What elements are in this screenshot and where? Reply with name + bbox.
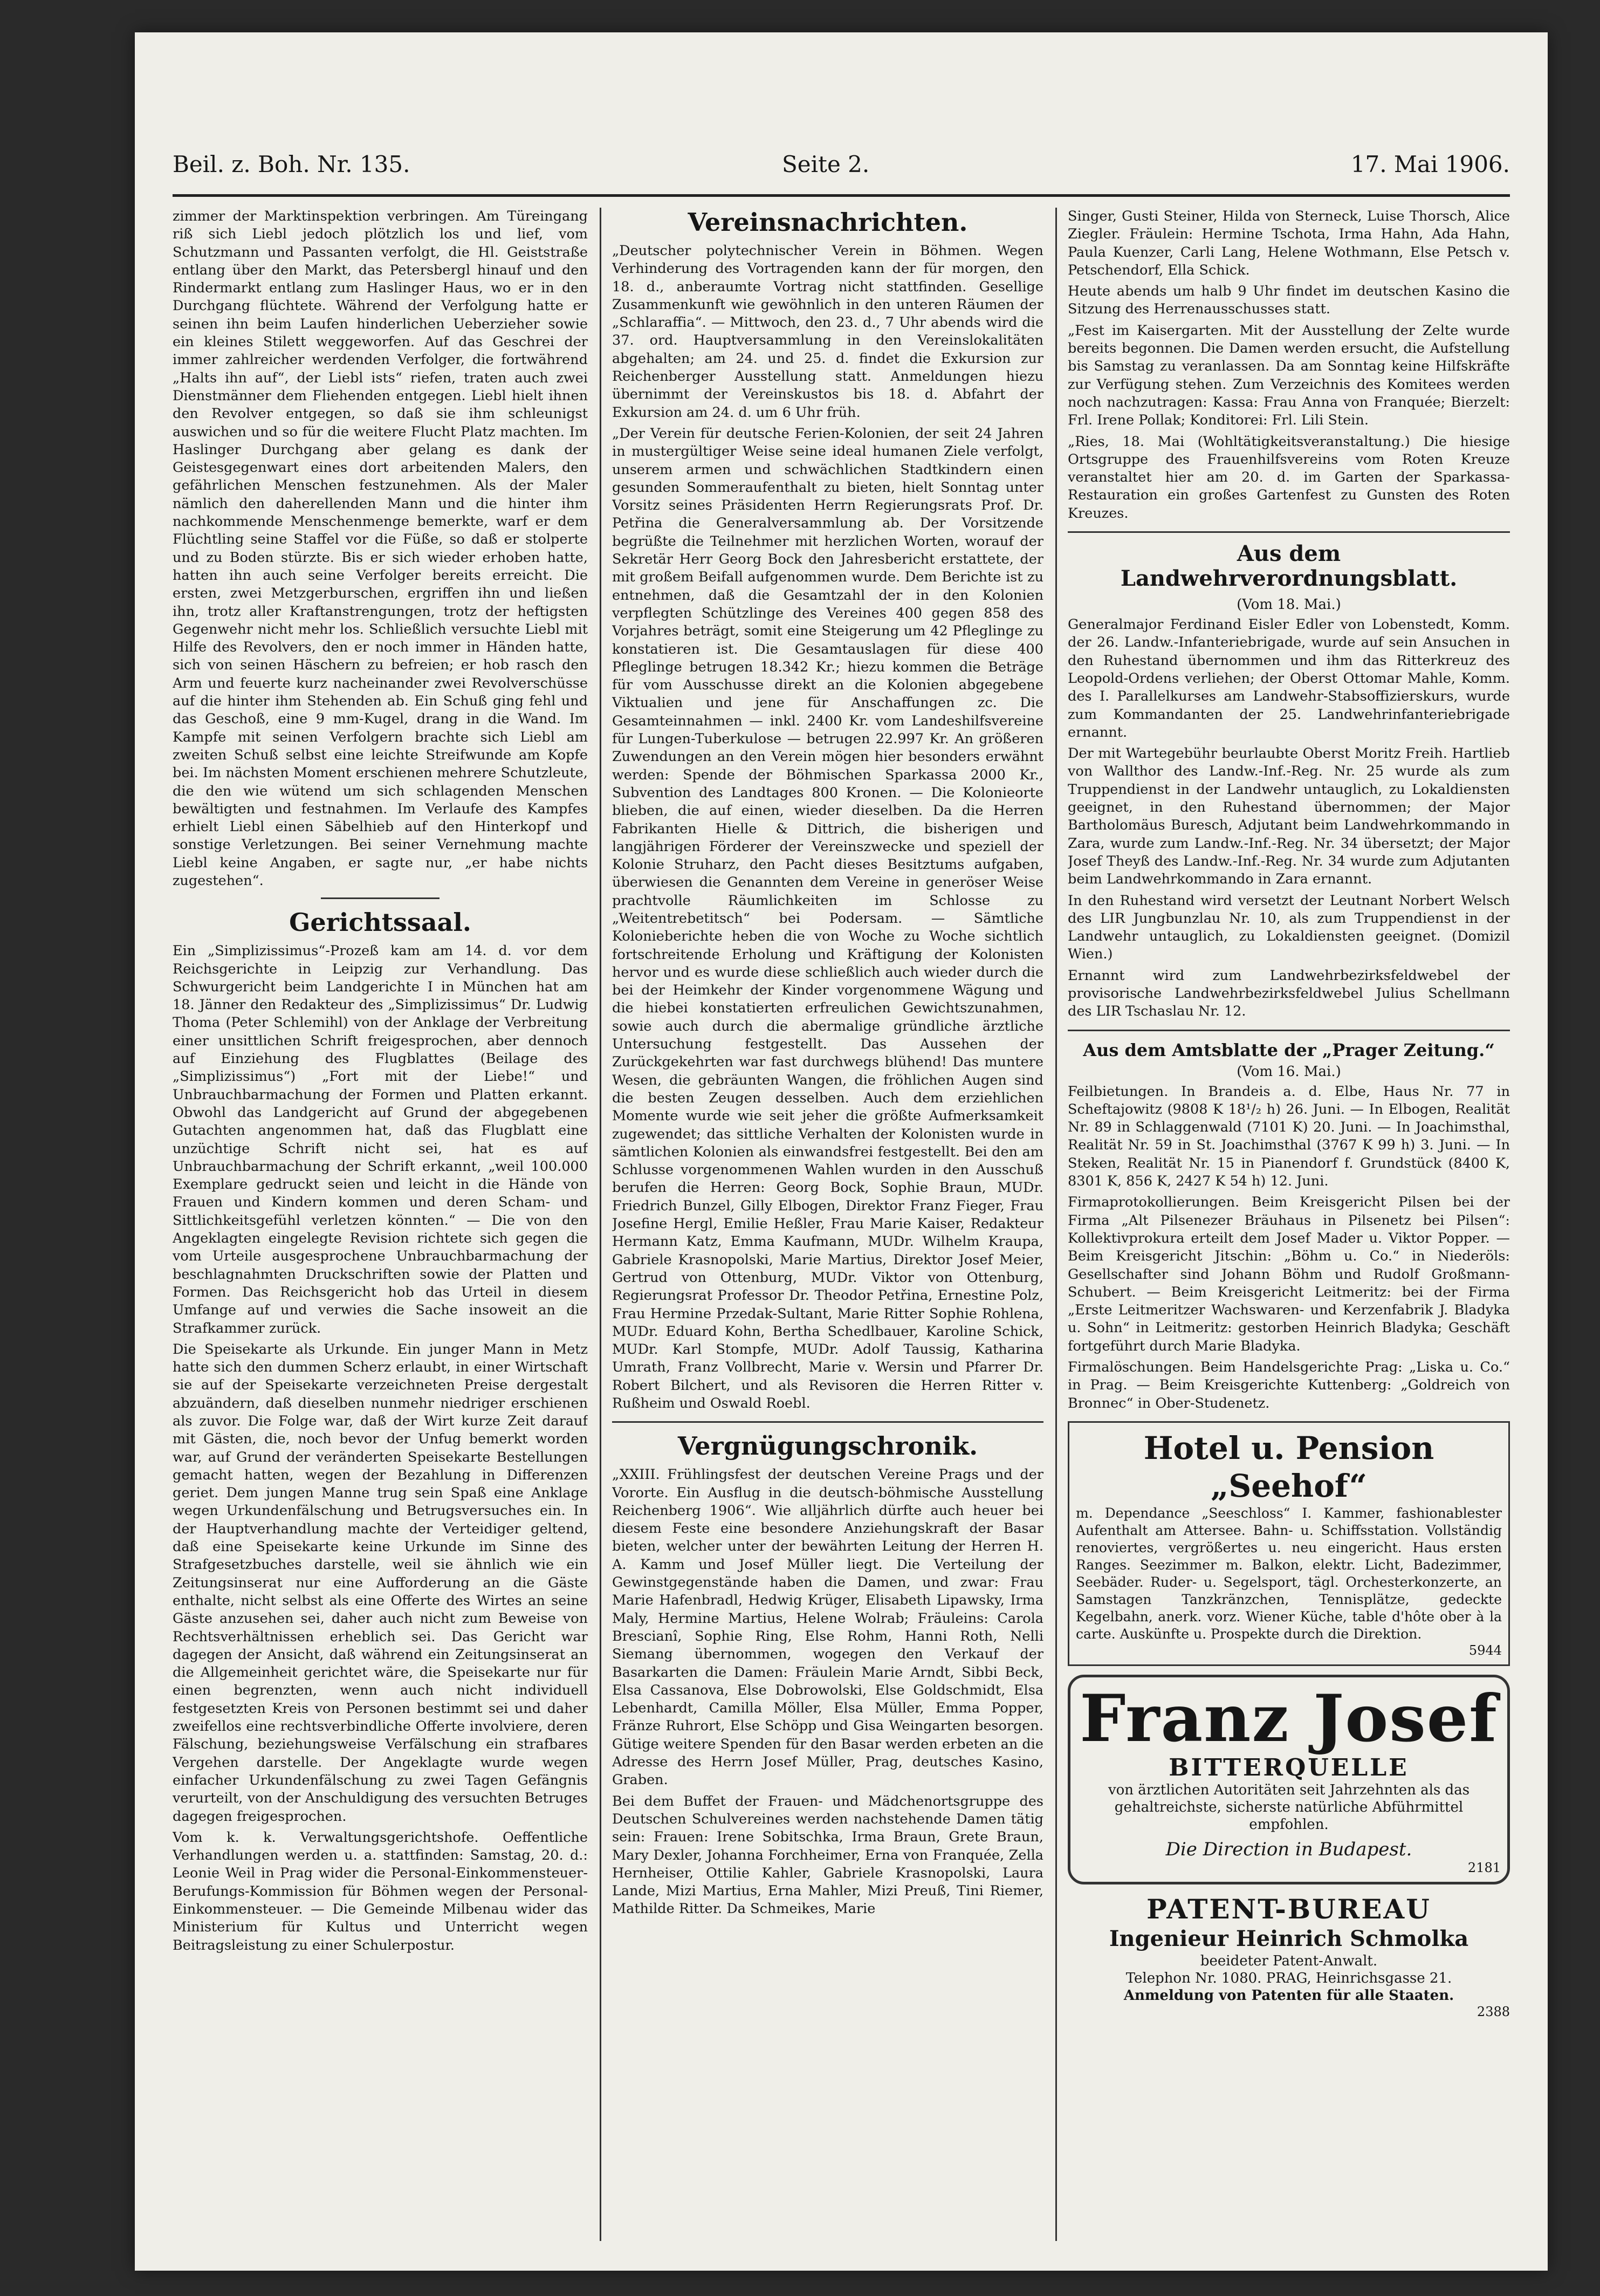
article-landwehr-4: Ernannt wird zum Landwehrbezirksfeldwebel der provisorische Landwehrbezirksfeldwebel Julius Schellmann des LIR Tschaslau Nr. 12. — [1068, 967, 1510, 1020]
ad-fj-footer: Die Direction in Budapest. — [1165, 1838, 1412, 1860]
article-landwehr-3: In den Ruhestand wird versetzt der Leutnant Norbert Welsch des LIR Jungbunzlau Nr. 10, als zum Truppendienst in der Landwehr untauglich, zu Lokaldiensten geeignet. (Domizil Wien.) — [1068, 892, 1510, 963]
ad-patent-title: PATENT-BUREAU — [1146, 1893, 1431, 1925]
article-kaisergarten: „Fest im Kaisergarten. Mit der Ausstellung der Zelte wurde bereits begonnen. Die Damen werden ersucht, die Aufstellung bis Samstag zu veranlassen. Da am Sonntag keine Hilfskräfte zur Verfügung stehen. Zum Verzeichnis des Komitees werden noch nachzutragen: Kassa: Frau Anna von Franquée; Bierzelt: Frl. Irene Pollak; Konditorei: Frl. Lili Stein. — [1068, 322, 1510, 429]
ad-patent-line-2: Telephon Nr. 1080. PRAG, Heinrichsgasse 21. — [1125, 1970, 1452, 1986]
ad-hotel-title: Hotel u. Pension „Seehof“ — [1143, 1429, 1434, 1504]
section-heading-vereinsnachrichten: Vereinsnachrichten. — [688, 208, 968, 237]
article-landwehr-1: Generalmajor Ferdinand Eisler Edler von Lobenstedt, Komm. der 26. Landw.-Infanteriebrigade, wurde auf sein Ansuchen in den Ruhestand übernommen und ihm das Ritterkreuz des Leopold-Ordens verliehen; der Oberst Ottomar Mahle, Komm. des I. Parallelkurses am Landwehr-Stabsoffizierskurs, wurde zum Kommandanten der 25. Landwehrinfanteriebrigade ernannt. — [1068, 616, 1510, 741]
ad-patent-code: 2388 — [1477, 2004, 1510, 2019]
article-buffet-continued: Singer, Gusti Steiner, Hilda von Sterneck, Luise Thorsch, Alice Ziegler. Fräulein: Hermine Tschota, Irma Hahn, Ada Hahn, Paula Kuenzer, Carli Lang, Helene Wothmann, Else Petsch v. Petschendorf, Ella Schick. — [1068, 208, 1510, 278]
column-1 — [173, 208, 588, 1958]
ad-fj-title: Franz Josef — [1080, 1680, 1498, 1757]
page-header — [173, 140, 1510, 189]
article-firmaloeschungen: Firmalöschungen. Beim Handelsgerichte Prag: „Liska u. Co.“ in Prag. — Beim Kreisgerichte Kuttenberg: „Goldreich von Bronnec“ in Ober-Studenetz. — [1068, 1359, 1510, 1411]
ad-hotel-seehof — [1068, 1421, 1510, 1666]
section-heading-gerichtssaal: Gerichtssaal. — [289, 908, 471, 937]
header-rule — [173, 194, 1510, 197]
header-date: 17. Mai 1906. — [1350, 151, 1510, 177]
ad-hotel-text: m. Dependance „Seeschloss“ I. Kammer, fashionablester Aufenthalt am Attersee. Bahn- u. Schiffsstation. Vollständig renoviertes, vergrößertes u. neu eingericht. Haus ersten Ranges. Seezimmer m. Balkon, elektr. Licht, Badezimmer, Seebäder. Ruder- u. Segelsport, tägl. Orchesterkonzerte, an Samstagen Tanzkränzchen, Tennisplätze, gedeckte Kegelbahn, anerk. vorz. Wiener Küche, table d'hôte ober à la carte. Auskünfte u. Prospekte durch die Direktion. — [1076, 1505, 1502, 1642]
section-heading-vergnuegungschronik: Vergnügungschronik. — [677, 1431, 978, 1461]
article-simplizissimus: Ein „Simplizissimus“-Prozeß kam am 14. d. vor dem Reichsgerichte in Leipzig zur Verhandlung. Das Schwurgericht beim Landgerichte I in München hat am 18. Jänner den Redakteur des „Simplizissimus“ Dr. Ludwig Thoma (Peter Schlemihl) von der Anklage der Verbreitung einer unsittlichen Schrift freigesprochen, aber dennoch auf Einziehung des Flugblattes (Beilage des „Simplizissimus“) „Fort mit der Liebe!“ und Unbrauchbarmachung der Formen und Platten erkannt. Obwohl das Landgericht auf Grund der abgegebenen Gutachten angenommen hat, daß das Flugblatt eine unzüchtige Schrift nicht sei, hat es auf Unbrauchbarmachung der Schrift erkannt, „weil 100.000 Exemplare gedruckt seien und leicht in die Hände von Frauen und Kindern kommen und deren Scham- und Sittlichkeitsgefühl verletzen könnten.“ — Die von den Angeklagten eingelegte Revision richtete sich gegen die vom Urteile ausgesprochene Unbrauchbarmachung der beschlagnahmten Druckschriften sowie der Platten und Formen. Das Reichsgericht hob das Urteil in diesem Umfange auf und verwies die Sache insoweit an die Strafkammer zurück. — [173, 943, 588, 1337]
article-ferien-kolonien: „Der Verein für deutsche Ferien-Kolonien, der seit 24 Jahren in mustergültiger Weise seine ideal humanen Ziele verfolgt, unserem armen und schwächlichen Stadtkindern einen gesunden Sommeraufenthalt zu bieten, hielt Sonntag unter Vorsitz seines Präsidenten Herrn Regierungsrats Prof. Dr. Petřina die Generalversammlung ab. Der Vorsitzende begrüßte die Teilnehmer mit herzlichen Worten, worauf der Sekretär Herr Georg Bock den Jahresbericht erstattete, der mit großem Beifall aufgenommen wurde. Dem Berichte ist zu entnehmen, daß die Gesamtzahl der in den Kolonien verpflegten Schützlinge des Vereines 400 gegen 858 des Vorjahres beträgt, somit eine Steigerung um 42 Pfleglinge zu konstatieren ist. Die Gesamtauslagen für diese 400 Pfleglinge betrugen 18.342 Kr.; hiezu kommen die Beträge für vom Ausschusse direkt an die Kolonien abgegebene Viktualien und jene für Anschaffungen zc. Die Gesamteinnahmen — inkl. 2400 Kr. vom Landeshilfsvereine für Lungen-Tuberkulose — betrugen 22.997 Kr. An größeren Zuwendungen an den Verein mögen hier besonders erwähnt werden: Spende der Böhmischen Sparkassa 2000 Kr., Subvention des Landtages 800 Kronen. — Die Kolonieorte blieben, die auf einen, wieder dieselben. Da die Herren Fabrikanten Hielle & Dittrich, die bisherigen und langjährigen Förderer der Vereinszwecke und speziell der Kolonie Struharz, den Pacht dieses Besitztums aufgaben, überwiesen die Genannten dem Vereine in generöser Weise prachtvolle Räumlichkeiten im Schlosse zu „Weitentrebetitsch“ bei Podersam. — Sämtliche Kolonieberichte heben die von Woche zu Woche sichtlich fortschreitende Erholung und Kräftigung der Kolonisten hervor und es wurde diese schließlich auch wieder durch die bei der Heimkehr der Kinder vorgenommene Wägung und die hiebei konstatierten erfreulichen Gewichtszunahmen, sowie auch durch die abermalige gründliche ärztliche Untersuchung festgestellt. Das Aussehen der Zurückgekehrten war fast durchwegs blühend! Das muntere Wesen, die gebräunten Wangen, die fröhlichen Augen sind die besten Zeugen desselben. Auch dem erziehlichen Momente wurde wie seit jeher die größte Aufmerksamkeit zugewendet; das sittliche Verhalten der Kolonisten wurde in sämtlichen Kolonien als einwandsfrei festgestellt. Bei den am Schlusse vorgenommenen Wahlen wurden in den Ausschuß berufen die Herren: Georg Bock, Sophie Braun, MUDr. Friedrich Bunzel, Gilly Elbogen, Direktor Franz Fieger, Frau Josefine Hergl, Emilie Heßler, Frau Marie Kaiser, Redakteur Hermann Katz, Emma Kaufmann, MUDr. Wilhelm Kraupa, Gabriele Krasnopolski, Marie Martius, Direktor Josef Meier, Gertrud von Ottenburg, MUDr. Viktor von Ottenburg, Regierungsrat Professor Dr. Theodor Petřina, Ernestine Polz, Frau Hermine Przedak-Sultant, Marie Ritter Sophie Rohlena, MUDr. Eduard Kohn, Bertha Schedlbauer, Karoline Schick, MUDr. Karl Stompfe, MUDr. Adolf Taussig, Katharina Umrath, Franz Vollbrecht, Marie v. Wersin und Pfarrer Dr. Robert Bilchert, und als Revisoren die Herren Ritter v. Rußheim und Oswald Roebl. — [612, 425, 1043, 1411]
ad-patent-line-1: beeideter Patent-Anwalt. — [1200, 1952, 1378, 1969]
ad-hotel-code: 5944 — [1468, 1642, 1502, 1658]
page-content — [173, 140, 1510, 2254]
section-rule — [321, 897, 440, 899]
amtsblatt-date: (Vom 16. Mai.) — [1237, 1063, 1341, 1080]
section-rule — [612, 1421, 1043, 1423]
section-heading-landwehr: Aus dem Landwehrverordnungsblatt. — [1120, 541, 1458, 592]
article-landwehr-2: Der mit Wartegebühr beurlaubte Oberst Moritz Freih. Hartlieb von Wallthor des Landw.-Inf.-Reg. Nr. 25 wurde als zum Truppendienst in der Landwehr untauglich, zu Lokaldiensten geeignet, in den Ruhestand übernommen; der Major Bartholomäus Buresch, Adjutant beim Landwehrkommando in Zara, wurde zum Landw.-Inf.-Reg. Nr. 34 übersetzt; der Major Josef Theyß des Landw.-Inf.-Reg. Nr. 34 wurde zum Adjutanten beim Landwehrkommando in Zara ernannt. — [1068, 745, 1510, 888]
header-page-number: Seite 2. — [782, 151, 870, 177]
ad-patent-name: Ingenieur Heinrich Schmolka — [1109, 1925, 1469, 1951]
article-verwaltungsgerichtshof: Vom k. k. Verwaltungsgerichtshofe. Oeffentliche Verhandlungen werden u. a. stattfinden: Samstag, 20. d.: Leonie Weil in Prag wider die Personal-Einkommensteuer-Berufungs-Kommission für Böhmen wegen der Personal-Einkommensteuer. — Die Gemeinde Milbenau wider das Ministerium für Kultus und Unterricht wegen Beitragsleistung zu einer Schulerpostur. — [173, 1829, 588, 1954]
newspaper-page — [135, 32, 1548, 2271]
section-rule — [1068, 1030, 1510, 1031]
article-speisekarte: Die Speisekarte als Urkunde. Ein junger Mann in Metz hatte sich den dummen Scherz erlaubt, in einer Wirtschaft sie auf der Speisekarte verzeichneten Preise dergestalt abzuändern, daß dieselben nunmehr niedriger erschienen als zuvor. Die Folge war, daß der Wirt kurze Zeit darauf mit Gästen, die, noch bevor der Unfug bemerkt worden war, auf Grund der veränderten Speisekarte Bestellungen gemacht hatten, wegen der Bezahlung in Differenzen geriet. Dem jungen Manne trug sein Spaß eine Anklage wegen Urkundenfälschung und Betrugsversuches ein. In der Hauptverhandlung machte der Verteidiger geltend, daß eine Speisekarte keine Urkunde im Sinne des Strafgesetzbuches darstelle, weil sie ähnlich wie ein Zeitungsinserat nur eine Aufforderung an die Gäste enthalte, nicht selbst als eine Offerte des Wirtes an seine Gäste anzusehen sei, daher auch nicht zum Beweise von Rechtsverhältnissen erheblich sei. Das Gericht war dagegen der Ansicht, daß während ein Zeitungsinserat an die Allgemeinheit gerichtet wäre, die Speisekarte nur für einen begrenzten, wenn auch nicht individuell festgesetzten Kreis von Personen bestimmt sei und daher zweifellos eine rechtsverbindliche Offerte involviere, deren Fälschung, beziehungsweise Verfälschung ein strafbares Vergehen darstelle. Der Angeklagte wurde wegen einfacher Urkundenfälschung zu zwei Tagen Gefängnis verurteilt, von der Anschuldigung des versuchten Betruges dagegen freigesprochen. — [173, 1341, 588, 1825]
section-rule — [1068, 531, 1510, 533]
article-herrenausschuss: Heute abends um halb 9 Uhr findet im deutschen Kasino die Sitzung des Herrenausschusses statt. — [1068, 283, 1510, 318]
article-ries: „Ries, 18. Mai (Wohltätigkeitsveranstaltung.) Die hiesige Ortsgruppe des Frauenhilfsvereins vom Roten Kreuze veranstaltet hier am 20. d. im Garten der Sparkassa-Restauration ein großes Gartenfest zu Gunsten des Roten Kreuzes. — [1068, 433, 1510, 522]
column-3 — [1068, 208, 1510, 2019]
ad-patent-line-3: Anmeldung von Patenten für alle Staaten. — [1123, 1987, 1454, 2004]
column-divider-2 — [1055, 208, 1057, 2241]
landwehr-date: (Vom 18. Mai.) — [1237, 597, 1341, 613]
ad-fj-code: 2181 — [1467, 1860, 1501, 1875]
section-heading-amtsblatt: Aus dem Amtsblatte der „Prager Zeitung.“ — [1083, 1039, 1495, 1060]
article-fruehlingsfest: „XXIII. Frühlingsfest der deutschen Vereine Prags und der Vororte. Ein Ausflug in die deutsch-böhmische Ausstellung Reichenberg 1906“. Wie alljährlich dürfte auch heuer bei diesem Feste eine besondere Anziehungskraft der Basar bieten, welcher unter der bewährten Leitung der Herren H. A. Kamm und Josef Müller liegt. Die Verteilung der Gewinstgegenstände haben die Damen, und zwar: Frau Marie Hafenbradl, Hedwig Krüger, Elisabeth Lipawsky, Irma Maly, Hermine Martius, Helene Wolrab; Fräuleins: Carola Brescianî, Sophie Ring, Else Rohm, Hanni Roth, Nelli Siemang übernommen, wogegen den Verkauf der Basarkarten die Damen: Fräulein Marie Arndt, Sibbi Beck, Elsa Cassanova, Else Dobrowolski, Else Goldschmidt, Elsa Lebenhardt, Camilla Möller, Elsa Müller, Emma Popper, Fränze Ruhrort, Else Schöpp und Gisa Weingarten besorgen. Gütige weitere Spenden für den Basar werden erbeten an die Adresse des Herrn Josef Müller, Prag, deutsches Kasino, Graben. — [612, 1466, 1043, 1788]
ad-franz-josef — [1068, 1675, 1510, 1884]
article-feilbietungen: Feilbietungen. In Brandeis a. d. Elbe, Haus Nr. 77 in Scheftajowitz (9808 K 18¹/₂ h) 26. Juni. — In Elbogen, Realität Nr. 89 in Schlaggenwald (7101 K) 20. Juni. — In Joachimsthal, Realität Nr. 59 in St. Joachimsthal (3767 K 99 h) 3. Juni. — In Steken, Realität Nr. 15 in Pianendorf f. Grundstück (8400 K, 8301 K, 856 K, 2427 K 54 h) 12. Juni. — [1068, 1083, 1510, 1190]
article-firmaprotokollierungen: Firmaprotokollierungen. Beim Kreisgericht Pilsen bei der Firma „Alt Pilsenezer Bräuhaus in Pilsenetz bei Pilsen“: Kollektivprokura erteilt dem Josef Mader u. Viktor Popper. — Beim Kreisgericht Jitschin: „Böhm u. Co.“ in Niederöls: Gesellschafter sind Johann Böhm und Rudolf Großmann-Schubert. — Beim Kreisgericht Leitmeritz: bei der Firma „Erste Leitmeritzer Wachswaren- und Kerzenfabrik J. Bladyka u. Sohn“ in Leitmeritz: gestorben Heinrich Bladyka; Geschäft fortgeführt durch Marie Bladyka. — [1068, 1194, 1510, 1354]
header-issue: Beil. z. Boh. Nr. 135. — [173, 151, 410, 177]
article-polytechnischer-verein: „Deutscher polytechnischer Verein in Böhmen. Wegen Verhinderung des Vortragenden kann der für morgen, den 18. d., anberaumte Vortrag nicht stattfinden. Gesellige Zusammenkunft wie gewöhnlich in den unteren Räumen der „Schlaraffia“. — Mittwoch, den 23. d., 7 Uhr abends wird die 37. ord. Hauptversammlung in den Vereinslokalitäten abgehalten; am 24. und 25. d. findet die Exkursion zur Reichenberger Ausstellung statt. Anmeldungen hiezu übernimmt der Vereinskustos bis 18. d. Abfahrt der Exkursion am 24. d. um 6 Uhr früh. — [612, 243, 1043, 421]
ad-fj-subtitle: BITTERQUELLE — [1169, 1753, 1409, 1781]
article-buffet: Bei dem Buffet der Frauen- und Mädchenortsgruppe des Deutschen Schulvereines werden nachstehende Damen tätig sein: Frauen: Irene Sobitschka, Irma Braun, Grete Braun, Mary Dexler, Johanna Forchheimer, Erna von Franquée, Zella Hernheiser, Ottilie Kahler, Gabriele Krasnopolski, Laura Lande, Mizi Martius, Erna Mahler, Mizi Preuß, Tini Riemer, Mathilde Ritter. Da Schmeikes, Marie — [612, 1793, 1043, 1917]
column-divider-1 — [600, 208, 601, 2241]
article-liebl-continued: zimmer der Marktinspektion verbringen. Am Türeingang riß sich Liebl jedoch plötzlich los und lief, vom Schutzmann und Passanten verfolgt, die Hl. Geiststraße entlang über den Markt, das Petersbergl hinauf und den Rindermarkt entlang zum Haslinger Haus, wo er in den Durchgang flüchtete. Während der Verfolgung hatte er seinen ihn beim Laufen hinderlichen Ueberzieher sowie ein kleines Stilett weggeworfen. Auf das Geschrei der immer zahlreicher werdenden Verfolger, die fortwährend „Halts ihn auf“, der Liebl ists“ riefen, traten auch zwei Dienstmänner dem Fliehenden entgegen. Liebl hielt ihnen den Revolver entgegen, so daß sie ihm schleunigst auswichen und so für die weitere Flucht Platz machten. Im Haslinger Durchgang aber gelang es dank der Geistesgegenwart eines dort arbeitenden Malers, den gefährlichen Menschen festzunehmen. Als der Maler nämlich den daherellenden Mann und die hinter ihm nachkommende Menschenmenge bemerkte, warf er dem Flüchtling seine Staffel vor die Füße, so daß er stolperte und zu Boden stürzte. Bis er sich wieder erhoben hatte, hatten ihn auch seine Verfolger bereits erreicht. Die ersten, zwei Metzgerburschen, ergriffen ihn und ließen ihn, trotz aller Kraftanstrengungen, trotz der heftigsten Gegenwehr nicht mehr los. Schließlich versuchte Liebl mit Hilfe des Revolvers, den er noch immer in Händen hatte, sich von seinen Häschern zu befreien; er hob rasch den Arm und feuerte kurz nacheinander zwei Revolverschüsse auf die hinter ihm Stehenden ab. Ein Schuß ging fehl und das Geschoß, eine 9 mm-Kugel, drang in die Wand. Im Kampfe mit seinen Verfolgern brachte sich Liebl am zweiten Schuß selbst eine leichte Streifwunde am Kopfe bei. Im nächsten Moment erschienen mehrere Schutzleute, die den wie wütend um sich schlagenden Menschen bewältigten und festnahmen. Im Verlaufe des Kampfes erhielt Liebl einen Säbelhieb auf den Hinterkopf und sonstige Verletzungen. Bei seiner Vernehmung machte Liebl keine Angaben, er sagte nur, „er habe nichts zugestehen“. — [173, 208, 588, 889]
ad-patent-bureau — [1068, 1893, 1510, 2019]
ad-fj-text: von ärztlichen Autoritäten seit Jahrzehnten als das gehaltreichste, sicherste natürliche Abführmittel empfohlen. — [1108, 1781, 1470, 1833]
column-2 — [612, 208, 1043, 1922]
